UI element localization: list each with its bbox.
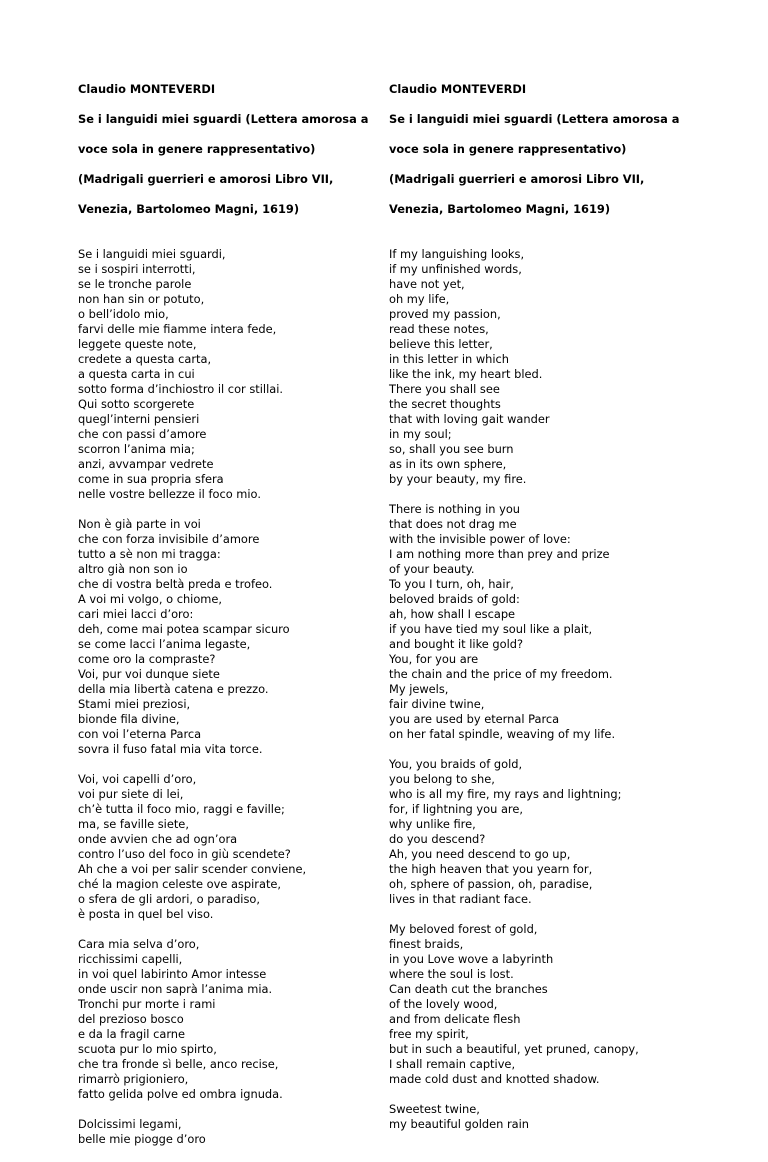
verse-line: in my soul; (389, 427, 452, 441)
verse-line: che tra fronde sì belle, anco recise, (78, 1057, 279, 1071)
heading-line: (Madrigali guerrieri e amorosi Libro VII, (78, 172, 334, 186)
verse-line: ricchissimi capelli, (78, 952, 183, 966)
english-column (389, 67, 689, 1147)
verse-line: believe this letter, (389, 337, 493, 351)
stanza (389, 757, 689, 907)
stanza (78, 517, 378, 757)
verse-line: Dolcissimi legami, (78, 1117, 182, 1131)
verse-line: in this letter in which (389, 352, 510, 366)
verse-line: You, for you are (389, 652, 479, 666)
verse-line: you belong to she, (389, 772, 495, 786)
verse-line: proved my passion, (389, 307, 501, 321)
verse-line: free my spirit, (389, 1027, 469, 1041)
verse-line: con voi l’eterna Parca (78, 727, 202, 741)
verse-line: You, you braids of gold, (389, 757, 523, 771)
heading-line: voce sola in genere rappresentativo) (389, 142, 627, 156)
verse-line: onde uscir non saprà l’anima mia. (78, 982, 273, 996)
verse-line: where the soul is lost. (389, 967, 514, 981)
verse-line: fair divine twine, (389, 697, 485, 711)
verse-line: contro l’uso del foco in giù scendete? (78, 847, 291, 861)
verse-line: Voi, pur voi dunque siete (78, 667, 220, 681)
verse-line: ché la magion celeste ove aspirate, (78, 877, 282, 891)
verse-line: lives in that radiant face. (389, 892, 532, 906)
verse-line: credete a questa carta, (78, 352, 212, 366)
verse-line: ah, how shall I escape (389, 607, 516, 621)
italian-heading (78, 67, 378, 232)
verse-line: o bell’idolo mio, (78, 307, 169, 321)
verse-line: deh, come mai potea scampar sicuro (78, 622, 290, 636)
verse-line: Voi, voi capelli d’oro, (78, 772, 197, 786)
verse-line: quegl’interni pensieri (78, 412, 200, 426)
verse-line: of the lovely wood, (389, 997, 498, 1011)
verse-line: nelle vostre bellezze il foco mio. (78, 487, 261, 501)
verse-line: come oro la compraste? (78, 652, 216, 666)
verse-line: with the invisible power of love: (389, 532, 571, 546)
verse-line: on her fatal spindle, weaving of my life. (389, 727, 616, 741)
verse-line: Non è già parte in voi (78, 517, 201, 531)
verse-line: se i sospiri interrotti, (78, 262, 196, 276)
verse-line: by your beauty, my fire. (389, 472, 527, 486)
verse-line: cari miei lacci d’oro: (78, 607, 194, 621)
verse-line: so, shall you see burn (389, 442, 514, 456)
verse-line: come in sua propria sfera (78, 472, 224, 486)
verse-line: in you Love wove a labyrinth (389, 952, 554, 966)
verse-line: My beloved forest of gold, (389, 922, 538, 936)
verse-line: oh my life, (389, 292, 450, 306)
verse-line: for, if lightning you are, (389, 802, 523, 816)
verse-line: ma, se faville siete, (78, 817, 189, 831)
verse-line: made cold dust and knotted shadow. (389, 1072, 600, 1086)
verse-line: A voi mi volgo, o chiome, (78, 592, 223, 606)
stanza (389, 247, 689, 487)
verse-line: oh, sphere of passion, oh, paradise, (389, 877, 593, 891)
verse-line: bionde fila divine, (78, 712, 180, 726)
verse-line: There is nothing in you (389, 502, 521, 516)
verse-line: ch’è tutta il foco mio, raggi e faville; (78, 802, 285, 816)
verse-line: if my unfinished words, (389, 262, 522, 276)
verse-line: My jewels, (389, 682, 449, 696)
verse-line: Can death cut the branches (389, 982, 548, 996)
verse-line: che con forza invisibile d’amore (78, 532, 260, 546)
verse-line: fatto gelida polve ed ombra ignuda. (78, 1087, 283, 1101)
verse-line: Se i languidi miei sguardi, (78, 247, 226, 261)
heading-line: Se i languidi miei sguardi (Lettera amorosa a (78, 112, 369, 126)
verse-line: If my languishing looks, (389, 247, 525, 261)
heading-line: Venezia, Bartolomeo Magni, 1619) (78, 202, 300, 216)
verse-line: Tronchi pur morte i rami (78, 997, 216, 1011)
verse-line: have not yet, (389, 277, 465, 291)
verse-line: farvi delle mie fiamme intera fede, (78, 322, 277, 336)
heading-line: Se i languidi miei sguardi (Lettera amorosa a (389, 112, 680, 126)
stanza (389, 1102, 689, 1132)
verse-line: a questa carta in cui (78, 367, 195, 381)
verse-line: scorron l’anima mia; (78, 442, 195, 456)
verse-line: non han sin or potuto, (78, 292, 205, 306)
verse-line: della mia libertà catena e prezzo. (78, 682, 269, 696)
stanza (78, 772, 378, 922)
verse-line: scuota pur lo mio spirto, (78, 1042, 217, 1056)
verse-line: the chain and the price of my freedom. (389, 667, 613, 681)
verse-line: sovra il fuso fatal mia vita torce. (78, 742, 263, 756)
italian-column (78, 67, 378, 1162)
verse-line: read these notes, (389, 322, 489, 336)
verse-line: beloved braids of gold: (389, 592, 520, 606)
verse-line: that with loving gait wander (389, 412, 550, 426)
verse-line: o sfera de gli ardori, o paradiso, (78, 892, 260, 906)
verse-line: altro già non son io (78, 562, 188, 576)
verse-line: but in such a beautiful, yet pruned, canopy, (389, 1042, 639, 1056)
verse-line: like the ink, my heart bled. (389, 367, 543, 381)
verse-line: Sweetest twine, (389, 1102, 480, 1116)
verse-line: del prezioso bosco (78, 1012, 184, 1026)
verse-line: the high heaven that you yearn for, (389, 862, 593, 876)
verse-line: finest braids, (389, 937, 464, 951)
verse-line: and bought it like gold? (389, 637, 524, 651)
heading-line: (Madrigali guerrieri e amorosi Libro VII, (389, 172, 645, 186)
verse-line: che con passi d’amore (78, 427, 207, 441)
english-heading (389, 67, 689, 232)
verse-line: in voi quel labirinto Amor intesse (78, 967, 267, 981)
verse-line: è posta in quel bel viso. (78, 907, 214, 921)
italian-stanzas (78, 247, 378, 1147)
verse-line: Stami miei preziosi, (78, 697, 191, 711)
verse-line: sotto forma d’inchiostro il cor stillai. (78, 382, 284, 396)
stanza (389, 502, 689, 742)
verse-line: that does not drag me (389, 517, 517, 531)
verse-line: as in its own sphere, (389, 457, 507, 471)
verse-line: I am nothing more than prey and prize (389, 547, 610, 561)
verse-line: se come lacci l’anima legaste, (78, 637, 251, 651)
verse-line: anzi, avvampar vedrete (78, 457, 214, 471)
stanza (389, 922, 689, 1087)
verse-line: leggete queste note, (78, 337, 197, 351)
heading-line: Venezia, Bartolomeo Magni, 1619) (389, 202, 611, 216)
verse-line: Ah che a voi per salir scender conviene, (78, 862, 307, 876)
heading-line: Claudio MONTEVERDI (389, 82, 527, 96)
verse-line: of your beauty. (389, 562, 475, 576)
heading-line: Claudio MONTEVERDI (78, 82, 216, 96)
verse-line: There you shall see (389, 382, 500, 396)
verse-line: Qui sotto scorgerete (78, 397, 195, 411)
verse-line: To you I turn, oh, hair, (389, 577, 514, 591)
verse-line: and from delicate flesh (389, 1012, 521, 1026)
verse-line: if you have tied my soul like a plait, (389, 622, 593, 636)
verse-line: tutto a sè non mi tragga: (78, 547, 221, 561)
verse-line: my beautiful golden rain (389, 1117, 530, 1131)
stanza (78, 247, 378, 502)
verse-line: the secret thoughts (389, 397, 501, 411)
english-stanzas (389, 247, 689, 1132)
verse-line: Cara mia selva d’oro, (78, 937, 200, 951)
verse-line: e da la fragil carne (78, 1027, 186, 1041)
verse-line: rimarrò prigioniero, (78, 1072, 189, 1086)
verse-line: belle mie piogge d’oro (78, 1132, 206, 1146)
verse-line: onde avvien che ad ogn’ora (78, 832, 238, 846)
stanza (78, 1117, 378, 1147)
verse-line: who is all my fire, my rays and lightning; (389, 787, 622, 801)
verse-line: you are used by eternal Parca (389, 712, 560, 726)
verse-line: I shall remain captive, (389, 1057, 516, 1071)
verse-line: voi pur siete di lei, (78, 787, 184, 801)
verse-line: Ah, you need descend to go up, (389, 847, 571, 861)
verse-line: se le tronche parole (78, 277, 192, 291)
stanza (78, 937, 378, 1102)
verse-line: why unlike fire, (389, 817, 476, 831)
verse-line: che di vostra beltà preda e trofeo. (78, 577, 273, 591)
heading-line: voce sola in genere rappresentativo) (78, 142, 316, 156)
verse-line: do you descend? (389, 832, 486, 846)
